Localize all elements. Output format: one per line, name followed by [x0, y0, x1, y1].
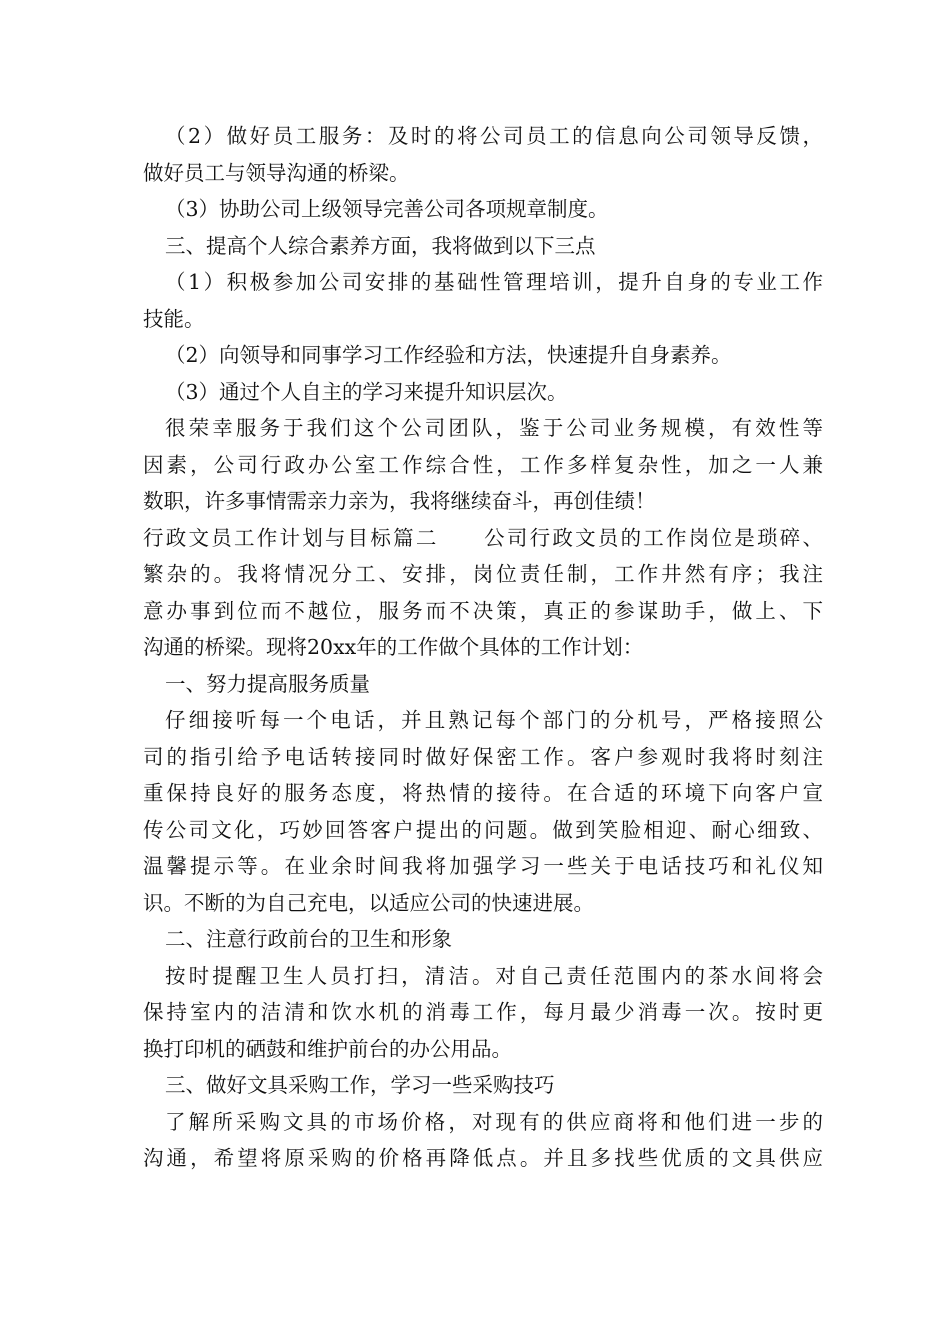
- paragraph-line: 仔细接听每一个电话，并且熟记每个部门的分机号，严格接照公: [165, 708, 823, 732]
- paragraph-line: 温馨提示等。在业余时间我将加强学习一些关于电话技巧和礼仪知: [143, 854, 823, 878]
- paragraph-line: 按时提醒卫生人员打扫，清洁。对自己责任范围内的茶水间将会: [165, 963, 823, 988]
- section-heading: 一、努力提高服务质量: [165, 671, 370, 696]
- paragraph-line: 司的指引给予电话转接同时做好保密工作。客户参观时我将时刻注: [143, 744, 823, 769]
- section-heading: 二、注意行政前台的卫生和形象: [165, 927, 452, 951]
- paragraph-line: 换打印机的硒鼓和维护前台的办公用品。: [143, 1036, 512, 1061]
- paragraph-line: 做好员工与领导沟通的桥梁。: [143, 160, 410, 185]
- paragraph-line: （1）积极参加公司安排的基础性管理培训，提升自身的专业工作: [165, 270, 823, 294]
- section-heading: 三、做好文具采购工作，学习一些采购技巧: [165, 1073, 555, 1097]
- paragraph-line: 很荣幸服务于我们这个公司团队，鉴于公司业务规模，有效性等: [165, 416, 823, 440]
- paragraph-line: 意办事到位而不越位，服务而不决策，真正的参谋助手，做上、下: [143, 598, 823, 623]
- paragraph-line: 保持室内的洁清和饮水机的消毒工作，每月最少消毒一次。按时更: [143, 1000, 823, 1024]
- paragraph-line: （3）协助公司上级领导完善公司各项规章制度。: [165, 197, 609, 221]
- paragraph-line: 繁杂的。我将情况分工、安排，岗位责任制，工作井然有序；我注: [143, 562, 823, 586]
- paragraph-line: 行政文员工作计划与目标篇二 公司行政文员的工作岗位是琐碎、: [143, 525, 823, 550]
- paragraph-line: 因素，公司行政办公室工作综合性，工作多样复杂性，加之一人兼: [143, 452, 823, 477]
- paragraph-line: 识。不断的为自己充电，以适应公司的快速进展。: [143, 890, 594, 915]
- paragraph-line: （2）做好员工服务：及时的将公司员工的信息向公司领导反馈，: [165, 124, 823, 148]
- paragraph-line: 技能。: [143, 306, 205, 331]
- paragraph-line: （2）向领导和同事学习工作经验和方法，快速提升自身素养。: [165, 343, 732, 367]
- paragraph-line: 沟通，希望将原采购的价格再降低点。并且多找些优质的文具供应: [143, 1146, 823, 1170]
- paragraph-line: 数职，许多事情需亲力亲为，我将继续奋斗，再创佳绩！: [143, 489, 656, 513]
- paragraph-line: 传公司文化，巧妙回答客户提出的问题。做到笑脸相迎、耐心细致、: [143, 817, 823, 842]
- paragraph-line: 沟通的桥梁。现将20xx年的工作做个具体的工作计划：: [143, 635, 644, 659]
- paragraph-line: 重保持良好的服务态度，将热情的接待。在合适的环境下向客户宣: [143, 781, 823, 805]
- document-body: [143, 118, 823, 1177]
- section-heading: 三、提高个人综合素养方面，我将做到以下三点: [165, 233, 596, 258]
- paragraph-line: （3）通过个人自主的学习来提升知识层次。: [165, 379, 568, 404]
- paragraph-line: 了解所采购文具的市场价格，对现有的供应商将和他们进一步的: [165, 1109, 823, 1134]
